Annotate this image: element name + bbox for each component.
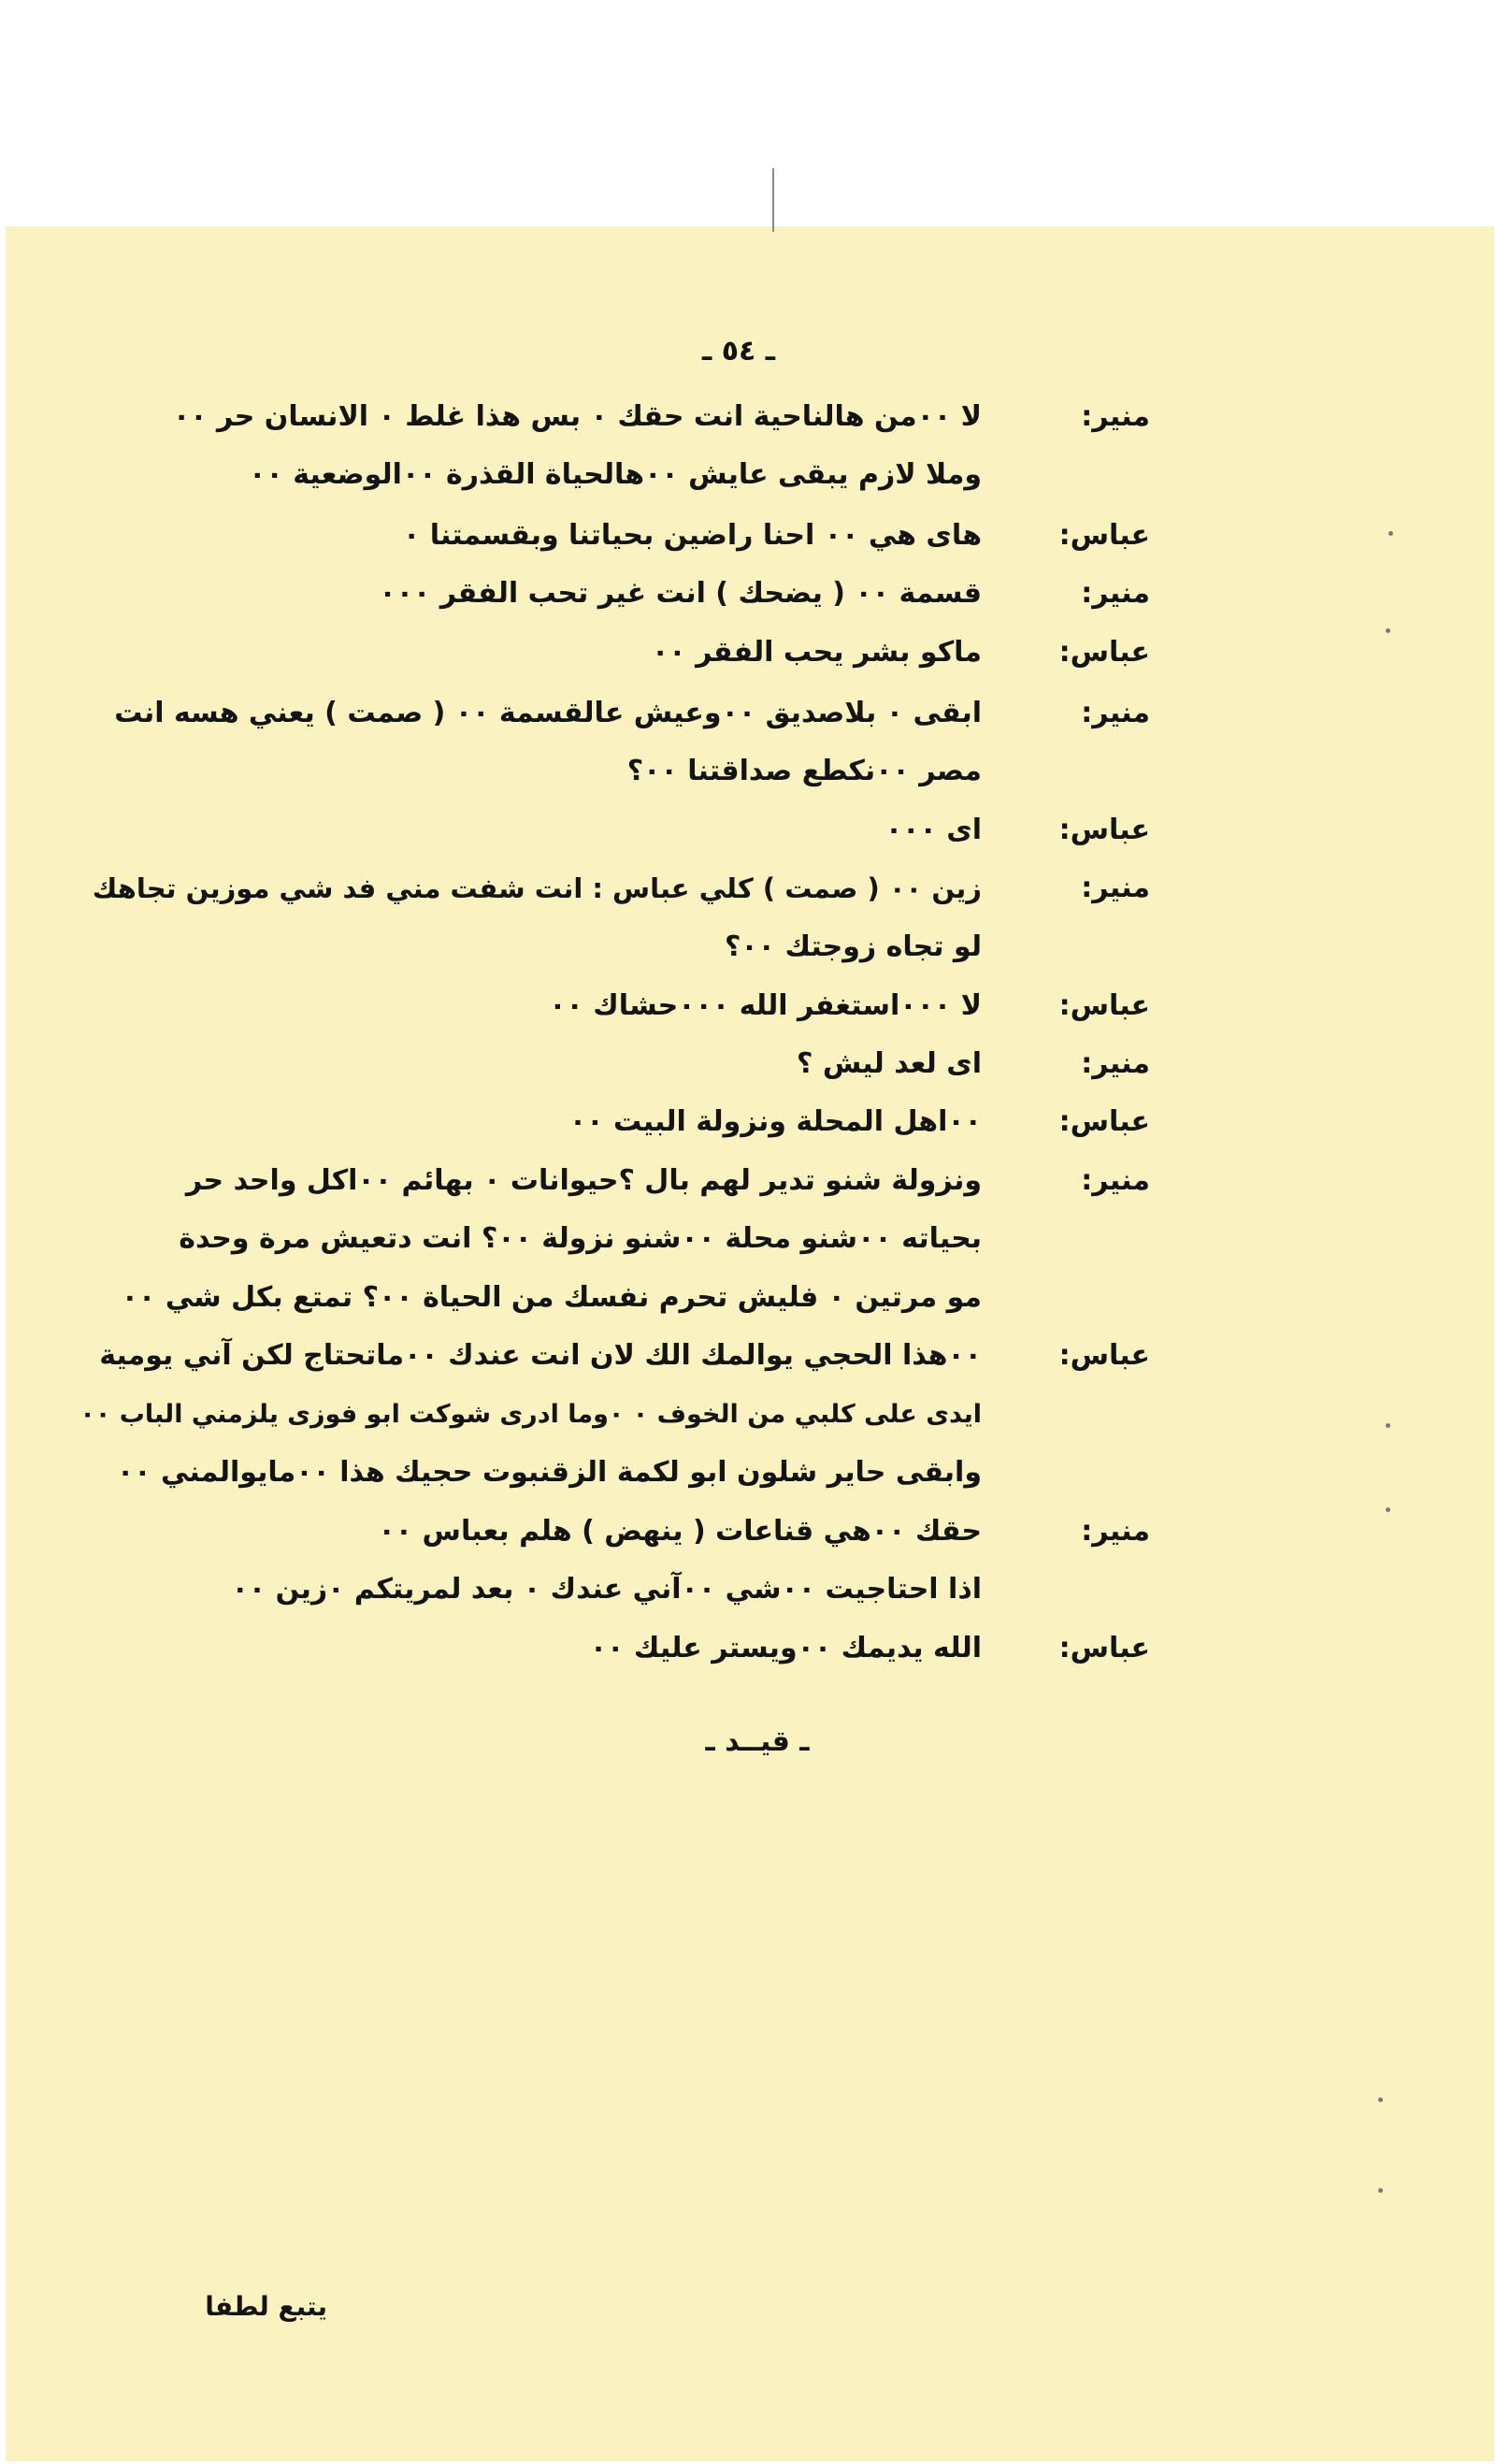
script-line [65, 449, 1150, 501]
speaker-name: منير: [1081, 400, 1150, 433]
line-gap [982, 687, 1038, 740]
line-text: وملا لازم يبقى عايش ٠٠هالحياة القذرة ٠٠الوضعية ٠٠ [249, 458, 982, 491]
line-text: ٠٠اهل المحلة ونزولة البيت ٠٠ [568, 1105, 982, 1138]
line-text: اذا احتاجيت ٠٠شي ٠٠آني عندك ٠ بعد لمريتكم ٠زين ٠٠ [231, 1573, 982, 1606]
script-line [65, 1330, 1150, 1382]
line-gap [982, 862, 1038, 915]
speaker-name: عباس: [1058, 814, 1150, 846]
speaker-name [1038, 745, 1150, 798]
line-text: ونزولة شنو تدير لهم بال ؟حيوانات ٠ بهائم ٠٠اكل واحد حر [185, 1164, 982, 1197]
page-number: ـ ٥٤ ـ [701, 335, 776, 367]
speaker-name [1038, 449, 1150, 501]
script-line [65, 1272, 1150, 1324]
line-gap [982, 391, 1038, 443]
speaker-name: عباس: [1058, 989, 1150, 1022]
line-gap [982, 1447, 1038, 1499]
line-text: مو مرتين ٠ فليش تحرم نفسك من الحياة ٠٠؟ تمتع بكل شي ٠٠ [121, 1281, 982, 1314]
script-line [65, 1622, 1150, 1675]
line-text: لا ٠٠٠استغفر الله ٠٠٠حشاك ٠٠ [549, 989, 982, 1022]
script-line [65, 510, 1150, 562]
speaker-name [1038, 1447, 1150, 1499]
speaker-name: منير: [1081, 577, 1150, 610]
speaker-name [1038, 1563, 1150, 1616]
speaker-name: منير: [1081, 1047, 1150, 1080]
line-text: ٠٠هذا الحجي يوالمك الك لان انت عندك ٠٠ماتحتاج لكن آني يومية [99, 1339, 982, 1372]
line-text: هاى هي ٠٠ احنا راضين بحياتنا وبقسمتنا ٠ [402, 519, 982, 552]
speaker-name: منير: [1081, 697, 1150, 729]
margin-dot [1386, 1507, 1390, 1512]
continued-note: يتبع لطفا [205, 2291, 327, 2322]
margin-dot [1386, 628, 1390, 633]
line-gap [982, 1563, 1038, 1616]
script-line [65, 1389, 1150, 1441]
line-gap [982, 627, 1038, 679]
margin-dot [1378, 2097, 1383, 2102]
line-text: وابقى حاير شلون ابو لكمة الزقنبوت حجيك هذا ٠٠مايوالمني ٠٠ [116, 1456, 982, 1489]
end-mark: ـ قيــد ـ [705, 1725, 810, 1758]
script-line [65, 804, 1150, 857]
script-line [65, 687, 1150, 740]
speaker-name: عباس: [1058, 1105, 1150, 1138]
line-text: لو تجاه زوجتك ٠٠؟ [724, 930, 982, 963]
script-line [65, 862, 1150, 915]
line-text: ايدى على كلبي من الخوف ٠ ٠وما ادرى شوكت ابو فوزى يلزمني الباب ٠٠ [79, 1400, 982, 1429]
line-text: زين ٠٠ ( صمت ) كلي عباس : انت شفت مني فد شي موزين تجاهك [92, 872, 982, 904]
line-text: حقك ٠٠هي قناعات ( ينهض ) هلم بعباس ٠٠ [378, 1515, 982, 1548]
line-gap [982, 980, 1038, 1032]
script-line [65, 627, 1150, 679]
line-text: قسمة ٠٠ ( يضحك ) انت غير تحب الفقر ٠٠٠ [379, 577, 982, 610]
line-text: اى ٠٠٠ [885, 814, 982, 846]
script-line [65, 921, 1150, 973]
margin-dot [1388, 531, 1393, 536]
speaker-name: منير: [1081, 872, 1150, 904]
line-gap [982, 510, 1038, 562]
line-gap [982, 1038, 1038, 1090]
speaker-name [1038, 1272, 1150, 1324]
speaker-name: منير: [1081, 1164, 1150, 1197]
line-gap [982, 1506, 1038, 1558]
line-gap [982, 1622, 1038, 1675]
script-line [65, 745, 1150, 798]
script-line [65, 1213, 1150, 1265]
speaker-name: عباس: [1058, 519, 1150, 552]
script-line [65, 568, 1150, 620]
script-line [65, 1096, 1150, 1148]
script-line [65, 1155, 1150, 1207]
line-gap [982, 1096, 1038, 1148]
speaker-name [1038, 921, 1150, 973]
script-line [65, 391, 1150, 443]
speaker-name [1038, 1389, 1150, 1441]
line-text: الله يديمك ٠٠ويستر عليك ٠٠ [589, 1632, 982, 1664]
line-text: ماكو بشر يحب الفقر ٠٠ [652, 636, 982, 669]
line-gap [982, 568, 1038, 620]
speaker-name: منير: [1081, 1515, 1150, 1548]
margin-dot [1378, 2188, 1383, 2193]
script-line [65, 1038, 1150, 1090]
speaker-name: عباس: [1058, 636, 1150, 669]
line-text: ابقى ٠ بلاصديق ٠٠وعيش عالقسمة ٠٠ ( صمت ) يعني هسه انت [114, 697, 982, 729]
speaker-name: عباس: [1058, 1339, 1150, 1372]
line-gap [982, 921, 1038, 973]
line-text: مصر ٠٠نكطع صداقتنا ٠٠؟ [626, 755, 982, 787]
speaker-name: عباس: [1058, 1632, 1150, 1664]
line-gap [982, 1272, 1038, 1324]
line-gap [982, 745, 1038, 798]
line-text: لا ٠٠من هالناحية انت حقك ٠ بس هذا غلط ٠ الانسان حر ٠٠ [172, 400, 982, 433]
speaker-name [1038, 1213, 1150, 1265]
line-gap [982, 1389, 1038, 1441]
line-text: بحياته ٠٠شنو محلة ٠٠شنو نزولة ٠٠؟ انت دتعيش مرة وحدة [179, 1222, 982, 1255]
script-line [65, 1563, 1150, 1616]
margin-dot [1386, 1423, 1390, 1428]
script-line [65, 1506, 1150, 1558]
line-gap [982, 1155, 1038, 1207]
script-line [65, 1447, 1150, 1499]
line-gap [982, 1330, 1038, 1382]
script-line [65, 980, 1150, 1032]
line-gap [982, 449, 1038, 501]
line-gap [982, 804, 1038, 857]
line-text: اى لعد ليش ؟ [797, 1047, 982, 1080]
line-gap [982, 1213, 1038, 1265]
